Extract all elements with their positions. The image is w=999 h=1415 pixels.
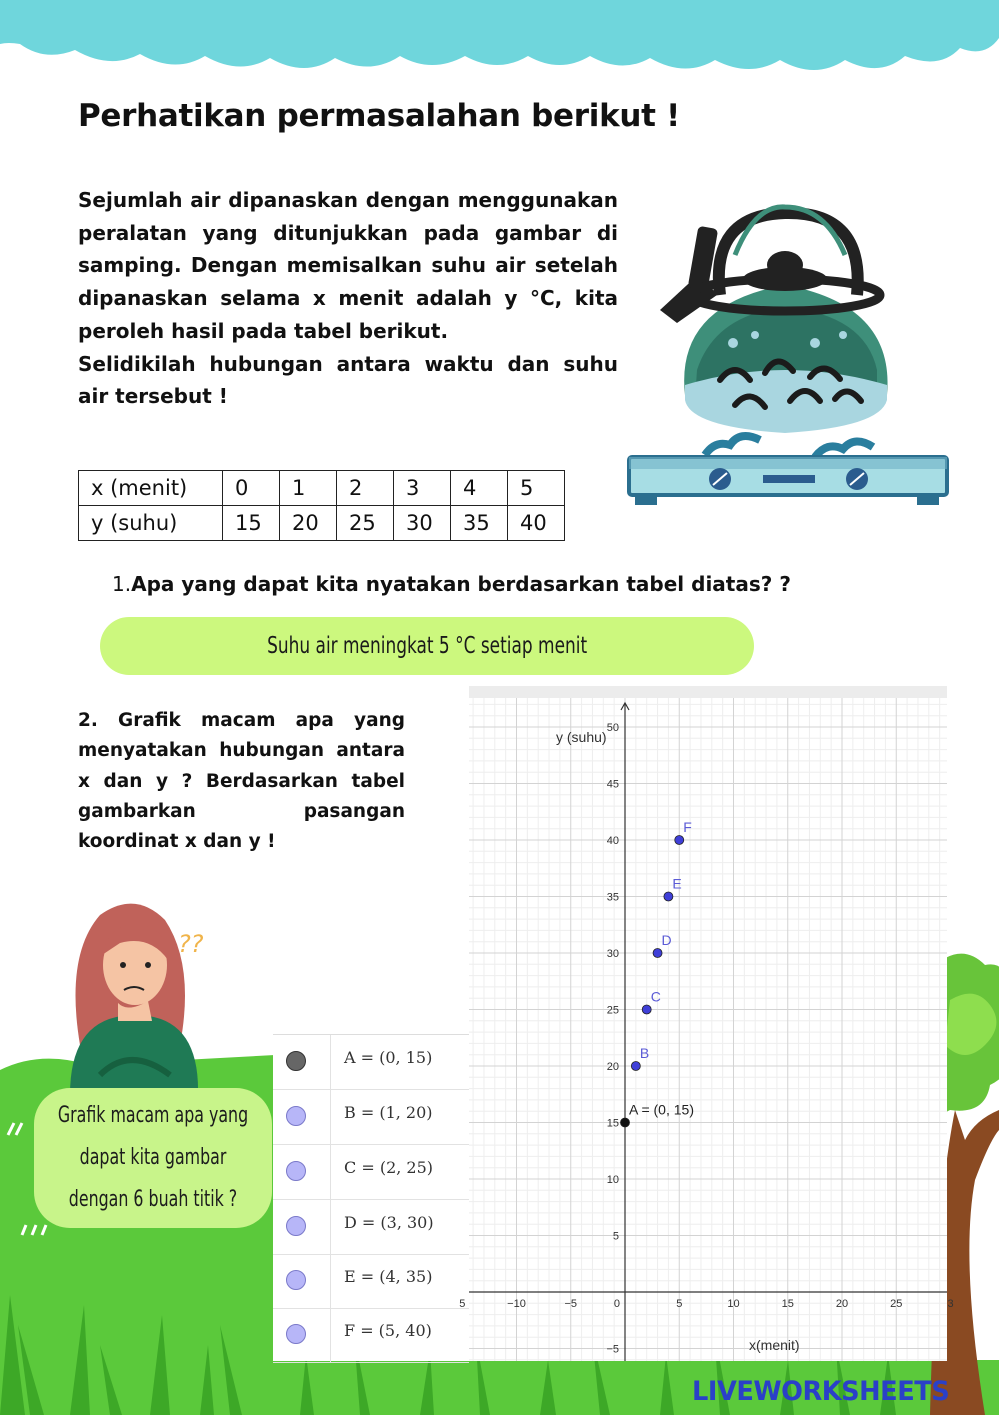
coordinate-graph[interactable]	[459, 686, 954, 1361]
table-cell: 15	[223, 506, 280, 541]
point-label-f: F	[683, 819, 692, 835]
list-item	[273, 1035, 469, 1090]
speech-bubble-text: Grafik macam apa yang dapat kita gambar dengan 6 buah titik ?	[57, 1103, 249, 1212]
x-tick-label: 5	[459, 1298, 466, 1310]
point-c	[642, 1005, 651, 1014]
y-tick-label: 40	[606, 835, 619, 847]
table-cell: 30	[394, 506, 451, 541]
question-2: 2. Grafik macam apa yang menyatakan hubungan antara x dan y ? Berdasarkan tabel gambarkan pasangan koordinat x dan y !	[78, 710, 405, 853]
x-tick-label: 10	[727, 1298, 740, 1310]
visibility-toggle-icon[interactable]	[286, 1324, 306, 1344]
point-a	[621, 1118, 630, 1127]
page-title: Perhatikan permasalahan berikut !	[78, 98, 681, 134]
visibility-toggle-icon[interactable]	[286, 1161, 306, 1181]
speech-bubble	[34, 1088, 272, 1228]
table-cell: 3	[394, 471, 451, 506]
visibility-toggle-icon[interactable]	[286, 1216, 306, 1236]
table-cell: 1	[280, 471, 337, 506]
visibility-toggle-icon[interactable]	[286, 1106, 306, 1126]
list-item	[273, 1254, 469, 1309]
point-label-a: A = (0, 15)	[629, 1101, 694, 1118]
y-tick-label: 45	[606, 778, 619, 791]
y-tick-label: 20	[606, 1061, 619, 1073]
table-cell: 0	[223, 471, 280, 506]
data-table	[78, 470, 565, 541]
list-item	[273, 1200, 469, 1255]
point-label-d: D	[661, 932, 672, 948]
y-tick-label: 50	[606, 722, 619, 734]
grid-major	[469, 698, 947, 1361]
problem-paragraph-2: Selidikilah hubungan antara waktu dan suhu air tersebut !	[78, 351, 618, 409]
y-tick-label: 15	[606, 1117, 619, 1130]
table-row-x	[79, 471, 565, 506]
y-tick-label: 30	[606, 948, 619, 960]
y-tick-label: 5	[612, 1230, 619, 1243]
point-e	[664, 892, 673, 901]
thinking-girl-illustration	[60, 895, 220, 1095]
question-marks: ??	[178, 930, 204, 958]
kettle-on-stove-illustration	[625, 195, 950, 515]
question-1	[112, 572, 791, 596]
problem-statement	[78, 184, 618, 413]
list-item	[273, 1090, 469, 1145]
point-label-e: E	[672, 875, 682, 892]
y-axis-label: y (suhu)	[556, 729, 607, 745]
point-d	[653, 949, 662, 958]
point-definition: D = (3, 30)	[344, 1213, 434, 1232]
table-header-y: y (suhu)	[79, 506, 223, 541]
algebra-panel	[273, 1034, 469, 1361]
x-tick-label: 5	[676, 1298, 683, 1310]
x-tick-label: −5	[564, 1298, 578, 1310]
answer-1-text: Suhu air meningkat 5 °C setiap menit	[266, 633, 588, 659]
x-axis-label: x(menit)	[749, 1337, 800, 1353]
visibility-toggle-icon[interactable]	[286, 1051, 306, 1071]
answer-field-1[interactable]	[100, 617, 754, 675]
table-cell: 5	[508, 471, 565, 506]
x-tick-label: −10	[507, 1298, 526, 1310]
question-1-number: 1.	[112, 572, 132, 596]
y-tick-label: −5	[606, 1343, 619, 1356]
y-tick-label: 10	[606, 1174, 619, 1186]
point-definition: A = (0, 15)	[344, 1048, 433, 1067]
brand-text: LIVEWORKSHEETS	[692, 1375, 950, 1407]
point-b	[631, 1062, 640, 1071]
x-tick-label: 15	[781, 1298, 794, 1310]
point-definition: F = (5, 40)	[344, 1321, 432, 1340]
brand-logo	[692, 1376, 963, 1406]
problem-paragraph-1: Sejumlah air dipanaskan dengan menggunakan peralatan yang ditunjukkan pada gambar di samping. Dengan memisalkan suhu air setelah dipanaskan selama x menit adalah y °C, kita peroleh hasil pada tabel berikut.	[78, 188, 618, 343]
point-label-c: C	[650, 988, 661, 1005]
point-definition: C = (2, 25)	[344, 1158, 434, 1177]
list-item	[273, 1145, 469, 1200]
grid-minor	[469, 698, 947, 1361]
table-cell: 35	[451, 506, 508, 541]
point-f	[675, 836, 684, 845]
table-row-y	[79, 506, 565, 541]
table-cell: 4	[451, 471, 508, 506]
table-header-x: x (menit)	[79, 471, 223, 506]
x-tick-label: 20	[835, 1298, 849, 1310]
y-tick-label: 35	[606, 891, 619, 904]
point-label-b: B	[639, 1045, 650, 1061]
list-item	[273, 1308, 469, 1363]
point-definition: B = (1, 20)	[344, 1103, 433, 1122]
x-tick-label: 3	[947, 1298, 954, 1310]
x-tick-label: 0	[613, 1298, 620, 1310]
point-definition: E = (4, 35)	[344, 1267, 433, 1286]
cloud-banner	[0, 0, 999, 80]
table-cell: 20	[280, 506, 337, 541]
visibility-toggle-icon[interactable]	[286, 1270, 306, 1290]
table-cell: 2	[337, 471, 394, 506]
graph-top-bar	[469, 686, 947, 698]
y-tick-label: 25	[606, 1004, 619, 1017]
table-cell: 25	[337, 506, 394, 541]
question-1-text: Apa yang dapat kita nyatakan berdasarkan tabel diatas? ?	[131, 572, 791, 596]
x-tick-label: 25	[890, 1298, 903, 1310]
table-cell: 40	[508, 506, 565, 541]
